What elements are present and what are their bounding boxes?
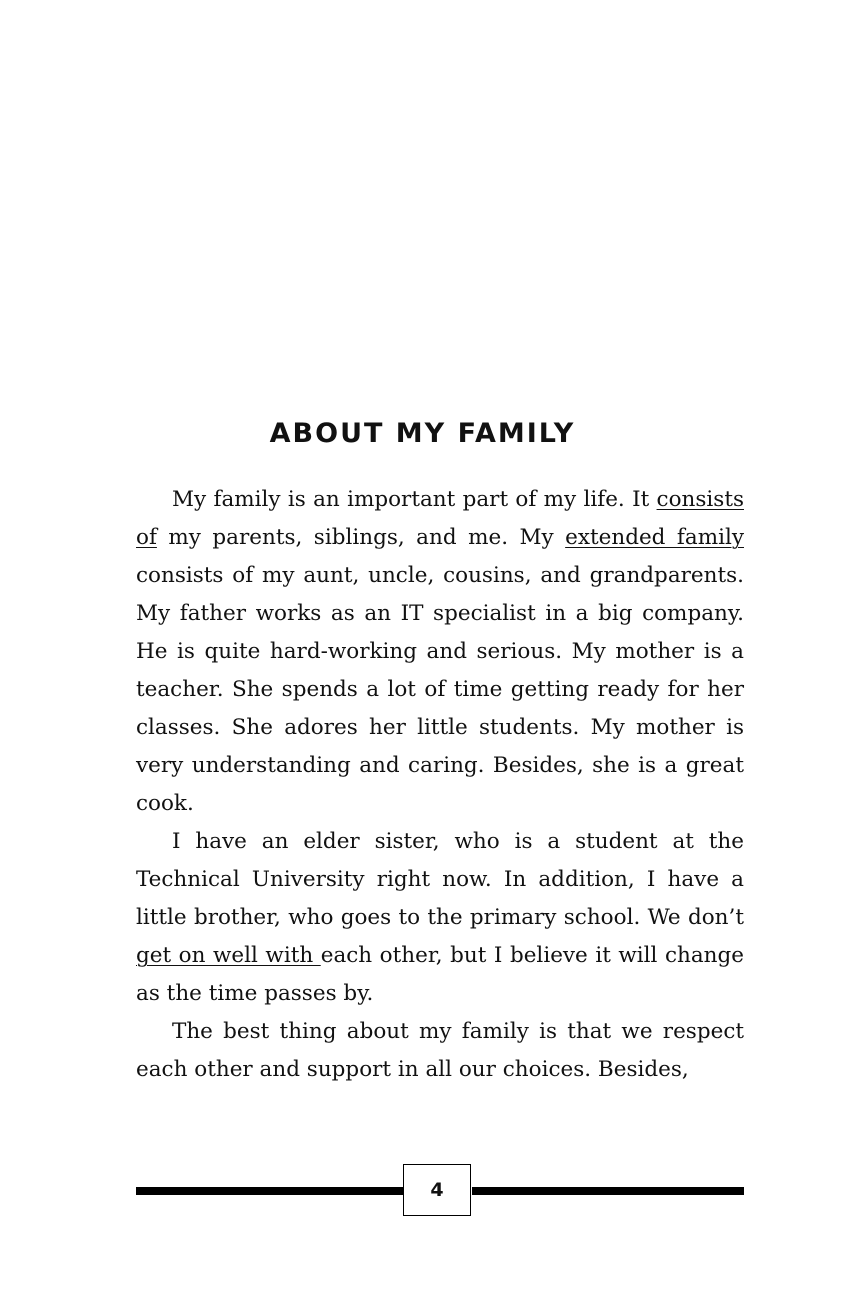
- underlined-phrase: extended family: [565, 525, 744, 550]
- paragraph: [136, 823, 744, 1013]
- body-text: [136, 481, 744, 1089]
- text-span: each other, but I believe it will change as the time passes by.: [136, 943, 744, 1006]
- underlined-phrase: get on well with: [136, 943, 321, 968]
- text-span: I have an elder sister, who is a student at the Technical University right now. In addition, I have a little brother, who goes to the primary school. We don’t: [136, 829, 744, 930]
- page-number: 4: [403, 1164, 471, 1216]
- underlined-phrase: consists of: [136, 487, 744, 550]
- text-span: my parents, siblings, and me. My: [156, 525, 566, 550]
- footer-rule-left: [136, 1187, 404, 1195]
- text-span: consists of my aunt, uncle, cousins, and grandparents. My father works as an IT specialist in a big company. He is quite hard-working and serious. My mother is a teacher. She spends a lot of time getting ready for her classes. She adores her little students. My mother is very understanding and caring. Besides, she is a great cook.: [136, 563, 744, 816]
- paragraph: [136, 481, 744, 823]
- text-span: My family is an important part of my life. It: [172, 487, 657, 512]
- page-footer: [136, 1164, 744, 1218]
- paragraph: [136, 1013, 744, 1089]
- text-span: The best thing about my family is that we respect each other and support in all our choices. Besides,: [136, 1019, 744, 1082]
- footer-rule-right: [472, 1187, 744, 1195]
- page-title: ABOUT MY FAMILY: [269, 418, 576, 449]
